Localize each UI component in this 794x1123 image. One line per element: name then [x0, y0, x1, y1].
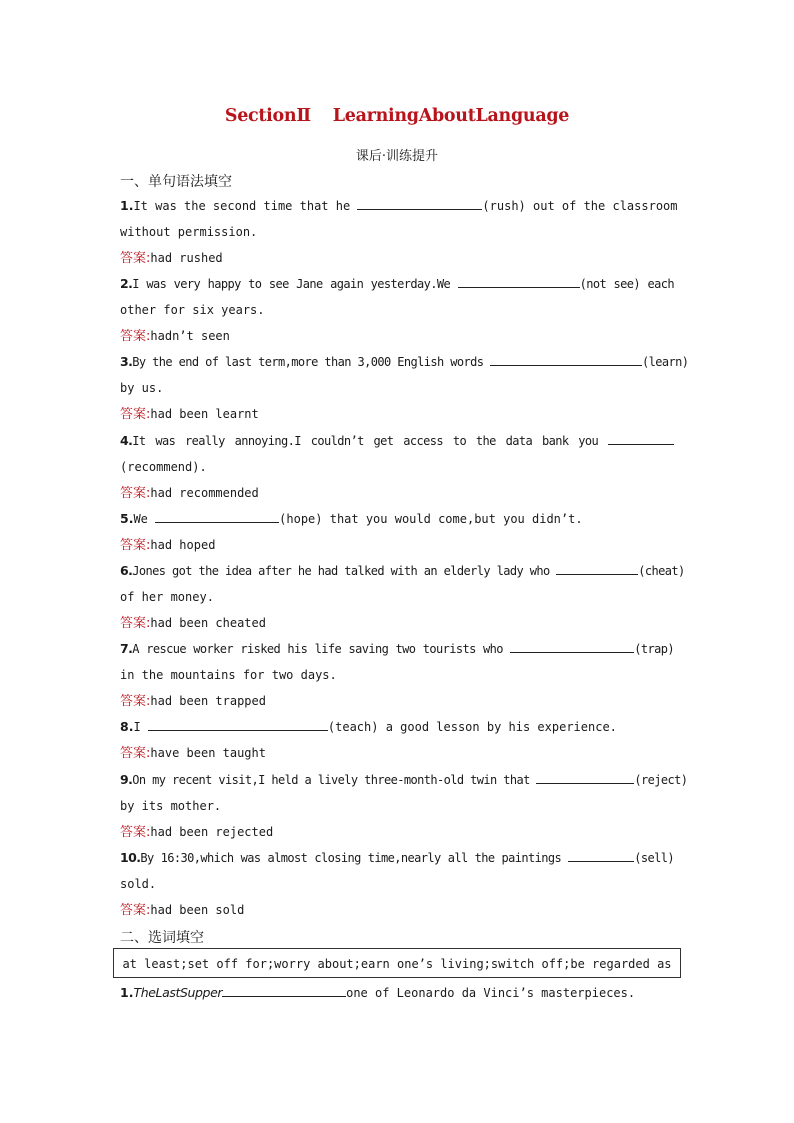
question-2: 2.I was very happy to see Jane again yesterday.We (not see) each [120, 276, 674, 291]
answer-5: 答案:had hoped [120, 538, 216, 553]
page-subtitle: 课后·训练提升 [355, 149, 439, 164]
section-heading-grammar: 一、单句语法填空 [120, 174, 232, 190]
answer-blank[interactable] [568, 850, 634, 862]
section-label: SectionⅡ [224, 106, 311, 126]
question-1-cont: without permission. [120, 225, 258, 239]
answer-blank[interactable] [222, 985, 346, 997]
question-5: 5.We (hope) that you would come,but you didn’t. [120, 511, 583, 526]
answer-7: 答案:had been trapped [120, 694, 266, 709]
page-title [0, 106, 794, 126]
answer-blank[interactable] [490, 354, 642, 366]
question-9-cont: by its mother. [120, 799, 222, 813]
answer-1: 答案:had rushed [120, 251, 223, 266]
question-4-cont: (recommend). [120, 460, 207, 474]
question-3-cont: by us. [120, 381, 164, 395]
question-1: 1.It was the second time that he (rush) out of the classroom [120, 198, 678, 213]
answer-8: 答案:have been taught [120, 746, 266, 761]
answer-blank[interactable] [556, 563, 638, 575]
question-8: 8.I (teach) a good lesson by his experience. [120, 719, 617, 734]
answer-blank[interactable] [155, 511, 279, 523]
question-3: 3.By the end of last term,more than 3,000 English words (learn) [120, 354, 689, 369]
answer-blank[interactable] [510, 641, 634, 653]
answer-10: 答案:had been sold [120, 903, 245, 918]
question-4: 4.It was really annoying.I couldn’t get access to the data bank you [120, 433, 674, 449]
answer-2: 答案:hadn’t seen [120, 329, 230, 344]
question-6-cont: of her money. [120, 590, 214, 604]
answer-4: 答案:had recommended [120, 486, 259, 501]
question-10-cont: sold. [120, 877, 157, 891]
question-7: 7.A rescue worker risked his life saving two tourists who (trap) [120, 641, 674, 656]
answer-3: 答案:had been learnt [120, 407, 259, 422]
word-question-1: 1.TheLastSupper one of Leonardo da Vinci’s masterpieces. [120, 985, 636, 1000]
answer-blank[interactable] [536, 772, 634, 784]
answer-blank[interactable] [458, 276, 580, 288]
section-heading-word-choice: 二、选词填空 [120, 930, 204, 946]
question-9: 9.On my recent visit,I held a lively three-month-old twin that (reject) [120, 772, 688, 787]
word-bank-box: at least;set off for;worry about;earn one’s living;switch off;be regarded as [113, 948, 681, 978]
answer-blank[interactable] [357, 198, 482, 210]
answer-6: 答案:had been cheated [120, 616, 266, 631]
question-2-cont: other for six years. [120, 303, 265, 317]
answer-blank[interactable] [608, 433, 674, 445]
title-text: LearningAboutLanguage [332, 106, 570, 126]
answer-9: 答案:had been rejected [120, 825, 274, 840]
question-7-cont: in the mountains for two days. [120, 668, 337, 682]
question-6: 6.Jones got the idea after he had talked with an elderly lady who (cheat) [120, 563, 685, 578]
answer-blank[interactable] [148, 719, 328, 731]
question-10: 10.By 16:30,which was almost closing time,nearly all the paintings (sell) [120, 850, 674, 865]
